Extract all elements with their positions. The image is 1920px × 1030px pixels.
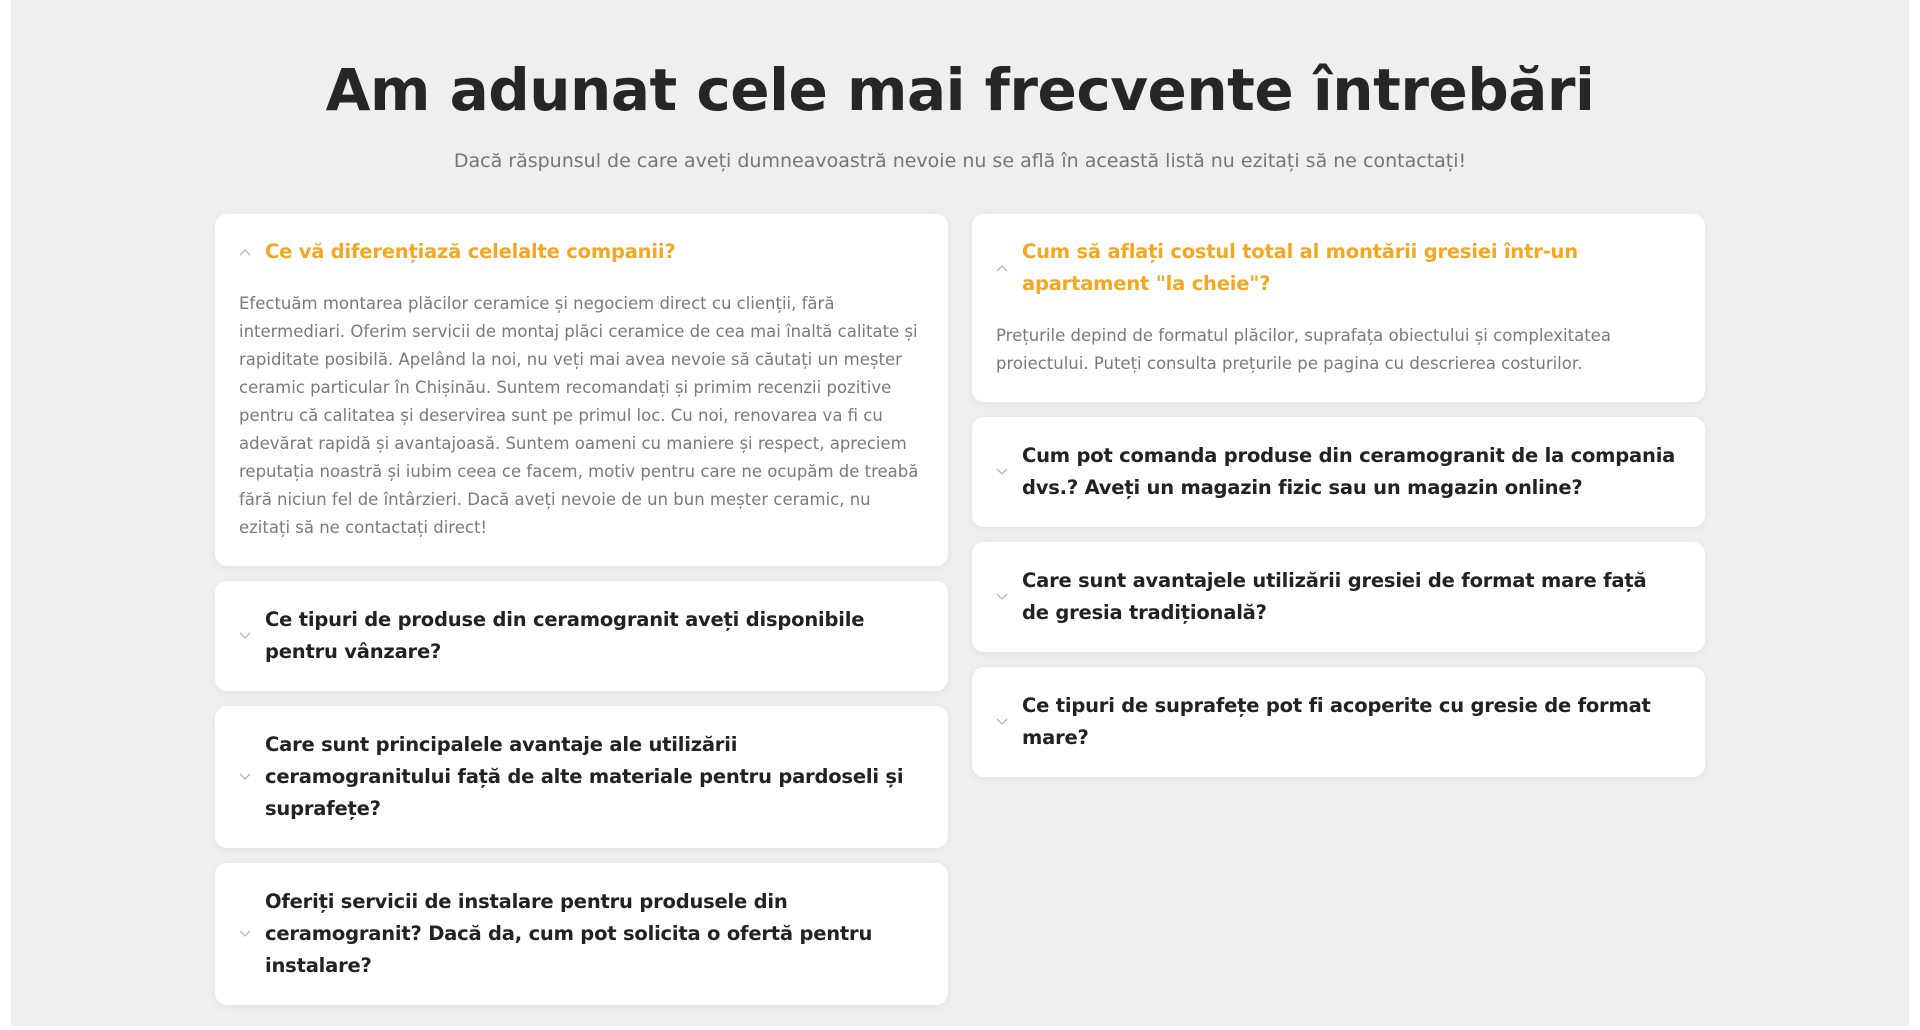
chevron-up-icon [996, 262, 1008, 274]
faq-question: Ce tipuri de suprafețe pot fi acoperite cu gresie de format mare? [1022, 694, 1651, 749]
faq-item [972, 417, 1705, 527]
faq-question-toggle[interactable] [239, 729, 922, 825]
faq-question: Ce tipuri de produse din ceramogranit aveți disponibile pentru vânzare? [265, 608, 865, 663]
faq-answer: Prețurile depind de formatul plăcilor, suprafața obiectului și complexitatea proiectului. Puteți consulta prețurile pe pagina cu descrierea costurilor. [996, 326, 1611, 373]
chevron-down-icon [996, 591, 1008, 603]
faq-item [215, 706, 948, 848]
faq-question: Ce vă diferențiază celelalte companii? [265, 240, 676, 263]
faq-column-right [972, 214, 1705, 777]
faq-question-toggle[interactable] [239, 236, 922, 268]
faq-item [215, 214, 948, 566]
faq-section [11, 0, 1909, 1026]
faq-question: Care sunt principalele avantaje ale utilizării ceramogranitului față de alte materiale pentru pardoseli și suprafețe? [265, 733, 904, 820]
faq-item [972, 214, 1705, 402]
faq-item [972, 667, 1705, 777]
faq-item [972, 542, 1705, 652]
faq-question: Oferiți servicii de instalare pentru produsele din ceramogranit? Dacă da, cum pot solicita o ofertă pentru instalare? [265, 890, 873, 977]
faq-question: Cum pot comanda produse din ceramogranit de la compania dvs.? Aveți un magazin fizic sau un magazin online? [1022, 444, 1676, 499]
faq-item [215, 581, 948, 691]
faq-question-toggle[interactable] [996, 440, 1679, 504]
faq-answer: Efectuăm montarea plăcilor ceramice și negociem direct cu clienții, fără intermediari. Oferim servicii de montaj plăci ceramice de cea mai înaltă calitate și rapiditate posibilă. Apelând la noi, nu veți mai avea nevoie să căutați un meșter ceramic particular în Chișinău. Suntem recomandați și primim recenzii pozitive pentru că calitatea și deservirea sunt pe primul loc. Cu noi, renovarea va fi cu adevărat rapidă și avantajoasă. Suntem oameni cu maniere și respect, apreciem reputația noastră și iubim ceea ce facem, motiv pentru care ne ocupăm de treabă fără niciun fel de întârzieri. Dacă aveți nevoie de un bun meșter ceramic, nu ezitați să ne contactați direct! [239, 294, 919, 537]
chevron-up-icon [239, 246, 251, 258]
chevron-down-icon [239, 928, 251, 940]
faq-question-toggle[interactable] [239, 886, 922, 982]
chevron-down-icon [239, 630, 251, 642]
faq-column-left [215, 214, 948, 1005]
chevron-down-icon [996, 716, 1008, 728]
faq-question: Cum să aflați costul total al montării gresiei într-un apartament "la cheie"? [1022, 240, 1578, 295]
page-title: Am adunat cele mai frecvente întrebări [325, 56, 1595, 124]
faq-question-toggle[interactable] [996, 236, 1679, 300]
faq-question-toggle[interactable] [996, 690, 1679, 754]
chevron-down-icon [239, 771, 251, 783]
faq-question: Care sunt avantajele utilizării gresiei de format mare față de gresia tradițională? [1022, 569, 1647, 624]
page-subtitle: Dacă răspunsul de care aveți dumneavoastră nevoie nu se află în această listă nu ezitați să ne contactați! [453, 150, 1467, 172]
faq-question-toggle[interactable] [996, 565, 1679, 629]
faq-item [215, 863, 948, 1005]
chevron-down-icon [996, 466, 1008, 478]
faq-question-toggle[interactable] [239, 604, 922, 668]
